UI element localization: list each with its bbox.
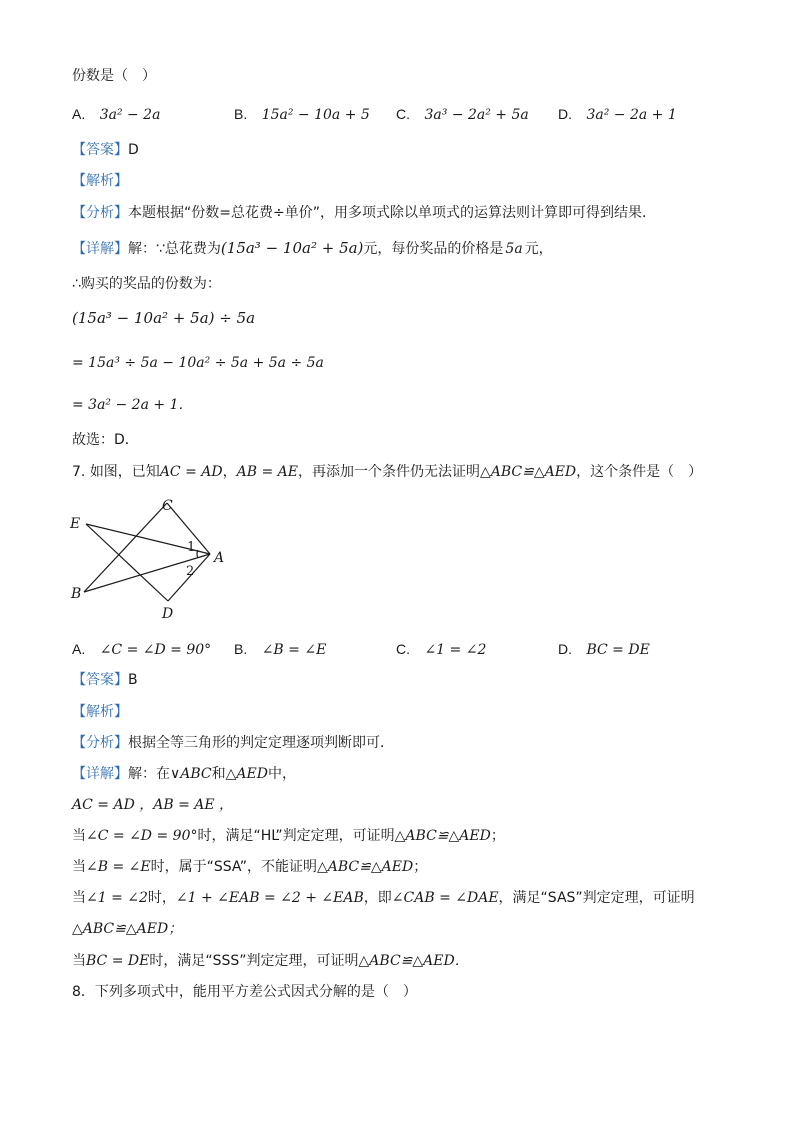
figure-label-e: E [70, 516, 81, 532]
figure-label-angle-1: 1 [187, 540, 196, 555]
case-math: ∠C = ∠D = 90° [86, 828, 198, 844]
case-text-1: 时， [147, 890, 176, 906]
analysis-tag: 【解析】 [72, 173, 128, 189]
detail-triangle-1: ∨ABC [170, 766, 212, 782]
q7-option-b [234, 639, 326, 660]
case-triangles: △ABC≌△AED [317, 859, 414, 875]
figure-label-d: D [162, 606, 174, 622]
answer-value: B [128, 672, 138, 688]
fenxi-text: 本题根据“份数=总花费÷单价”，用多项式除以单项式的运算法则计算即可得到结果． [128, 205, 656, 221]
case-end: ； [490, 828, 505, 844]
q6-fenxi [72, 203, 656, 223]
q7-stem-b: ，再添加一个条件仍无法证明 [297, 464, 480, 480]
case-math-3: ∠CAB = ∠DAE [391, 890, 499, 906]
segment-ed [86, 524, 168, 601]
fenxi-tag: 【分析】 [72, 735, 128, 751]
option-label: C. [396, 641, 410, 657]
analysis-tag: 【解析】 [72, 704, 128, 720]
option-expr: 3a³ − 2a² + 5a [424, 107, 529, 123]
detail-tag: 【详解】 [72, 241, 128, 257]
detail-triangle-2: △AED [225, 766, 268, 782]
q7-stem [72, 462, 702, 482]
case-prefix: 当 [72, 953, 86, 969]
q7-geometry-figure [66, 494, 236, 624]
figure-label-angle-2: 2 [186, 564, 195, 579]
q7-case-2 [72, 857, 427, 877]
case-triangles: △ABC≌△AED [394, 828, 491, 844]
detail-expr: (15a³ − 10a² + 5a) [220, 239, 364, 257]
detail-b: 和 [211, 766, 226, 782]
q6-step-1: (15a³ − 10a² + 5a) ÷ 5a [72, 309, 256, 327]
q6-option-d [558, 104, 677, 125]
option-expr: 15a² − 10a + 5 [261, 107, 370, 123]
option-label: D. [558, 641, 572, 657]
detail-tag: 【详解】 [72, 766, 128, 782]
segment-cb [84, 503, 167, 592]
detail-end: 元， [524, 241, 553, 257]
case-math-2: ∠1 + ∠EAB = ∠2 + ∠EAB [175, 890, 364, 906]
case-math: BC = DE [86, 953, 150, 969]
fenxi-tag: 【分析】 [72, 205, 128, 221]
q7-stem-a: 如图，已知 [89, 464, 160, 480]
option-expr: ∠B = ∠E [261, 642, 327, 658]
option-expr: 3a² − 2a + 1 [586, 107, 677, 123]
option-expr: ∠1 = ∠2 [424, 642, 487, 658]
q7-conditions: AC = AD ，AB = AE ， [72, 797, 234, 813]
option-expr: BC = DE [586, 642, 650, 658]
q6-step-2: = 15a³ ÷ 5a − 10a² ÷ 5a + 5a ÷ 5a [72, 355, 324, 371]
q7-sep: ， [222, 464, 237, 480]
case-text: 时，满足“HL”判定定理，可证明 [197, 828, 395, 844]
case-text-3: ，满足“SAS”判定定理，可证明 [498, 890, 695, 906]
option-expr: 3a² − 2a [99, 107, 161, 123]
case-prefix: 当 [72, 828, 86, 844]
option-label: B. [234, 641, 248, 657]
figure-label-c: C [162, 498, 173, 514]
answer-tag: 【答案】 [72, 142, 128, 158]
answer-tag: 【答案】 [72, 672, 128, 688]
q7-option-c [396, 639, 486, 660]
option-label: D. [558, 106, 572, 122]
case-text-2: ，即 [363, 890, 392, 906]
option-expr: ∠C = ∠D = 90° [99, 642, 212, 658]
q8-stem: 8．下列多项式中，能用平方差公式因式分解的是（ ） [72, 984, 417, 1000]
case-math: ∠B = ∠E [86, 859, 151, 875]
case-text: 时，属于“SSA”，不能证明 [150, 859, 317, 875]
q7-cond-1: AC = AD [159, 464, 223, 480]
q7-stem-end: ，这个条件是（ ） [576, 464, 703, 480]
case-triangles: △ABC≌△AED． [358, 953, 469, 969]
q6-option-c [396, 104, 529, 125]
q6-detail [72, 238, 553, 259]
q6-option-b [234, 104, 370, 125]
q7-detail [72, 764, 296, 784]
case-prefix: 当 [72, 890, 86, 906]
q7-case-3-cont: △ABC≌△AED； [72, 921, 183, 937]
case-end: ； [413, 859, 428, 875]
q6-choose: 故选：D． [72, 432, 139, 448]
q7-analysis-tag [72, 702, 128, 722]
q7-number: 7. [72, 464, 86, 480]
q7-case-3 [72, 888, 695, 908]
q6-option-a [72, 104, 160, 125]
detail-a: 解：在 [128, 766, 170, 782]
figure-label-b: B [71, 586, 82, 602]
option-label: B. [234, 106, 248, 122]
case-prefix: 当 [72, 859, 86, 875]
case-math-1: ∠1 = ∠2 [86, 890, 148, 906]
detail-mid: 元，每份奖品的价格是 [363, 241, 504, 257]
q7-case-4 [72, 951, 469, 971]
q7-option-d [558, 639, 650, 660]
q6-stem-tail: 份数是（ ） [72, 68, 156, 84]
option-label: C. [396, 106, 410, 122]
q6-count-line: ∴购买的奖品的份数为： [72, 276, 221, 292]
option-label: A. [72, 106, 86, 122]
detail-prefix: 解：∵总花费为 [128, 241, 221, 257]
figure-label-a: A [214, 550, 225, 566]
q7-option-a [72, 639, 211, 660]
option-label: A. [72, 641, 86, 657]
answer-value: D [128, 142, 139, 158]
detail-price: 5a [505, 241, 523, 257]
q7-cond-2: AB = AE [236, 464, 298, 480]
q6-step-3: = 3a² − 2a + 1． [72, 397, 193, 413]
q6-answer [72, 140, 139, 160]
q6-analysis-tag [72, 171, 128, 191]
detail-c: 中， [267, 766, 296, 782]
q7-answer [72, 670, 138, 690]
fenxi-text: 根据全等三角形的判定定理逐项判断即可． [128, 735, 394, 751]
q7-fenxi [72, 733, 394, 753]
angle-mark [197, 550, 198, 558]
case-text: 时，满足“SSS”判定定理，可证明 [149, 953, 359, 969]
q7-case-1 [72, 826, 505, 846]
q7-triangles: △ABC≌△AED [479, 464, 577, 480]
